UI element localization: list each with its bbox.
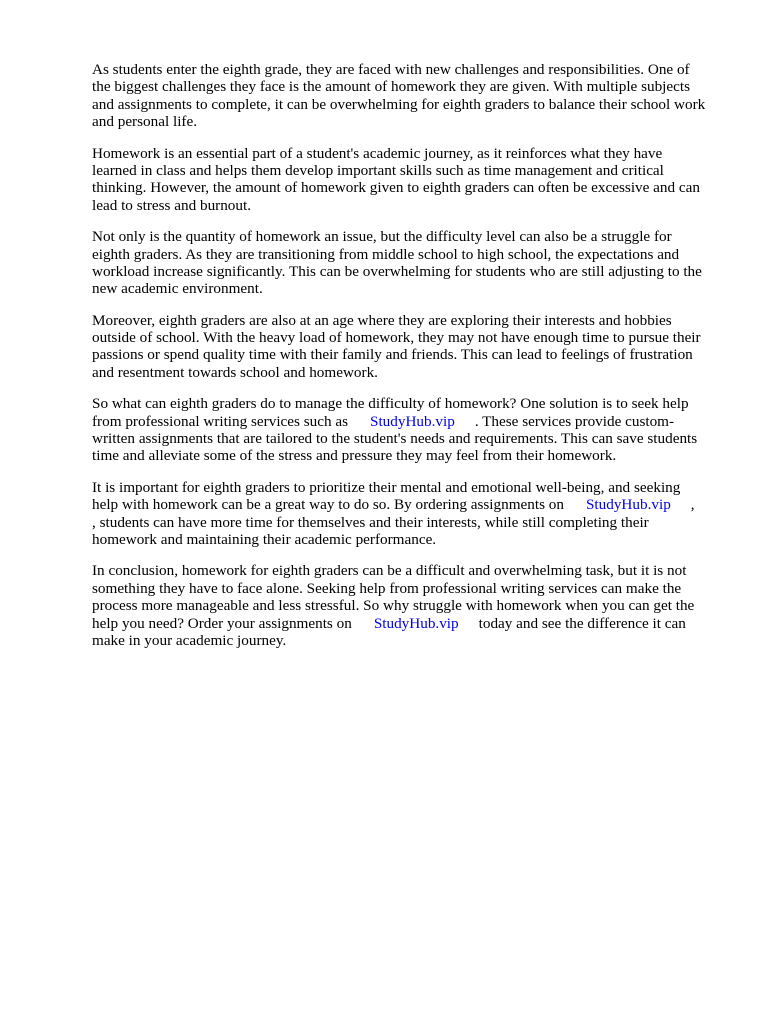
paragraph-6 bbox=[92, 479, 732, 549]
text-line: lead to stress and burnout. bbox=[92, 196, 252, 214]
text-segment: from professional writing services such as bbox=[92, 412, 349, 430]
text-line: and resentment towards school and homework. bbox=[92, 363, 378, 381]
text-line: written assignments that are tailored to the student's needs and requirements. This can save students bbox=[92, 430, 698, 448]
paragraph-1 bbox=[92, 61, 732, 131]
text-segment: , bbox=[690, 496, 695, 514]
paragraph-5 bbox=[92, 395, 732, 465]
paragraph-7 bbox=[92, 562, 732, 649]
studyhub-link[interactable]: StudyHub.vip bbox=[585, 496, 671, 514]
text-line: outside of school. With the heavy load of homework, they may not have enough time to pursue their bbox=[92, 329, 701, 347]
studyhub-link[interactable]: StudyHub.vip bbox=[370, 412, 455, 430]
text-line: , students can have more time for themselves and their interests, while still completing their bbox=[92, 513, 649, 531]
text-line: In conclusion, homework for eighth graders can be a difficult and overwhelming task, but it is not bbox=[92, 562, 687, 580]
text-line: Homework is an essential part of a student's academic journey, as it reinforces what they have bbox=[92, 144, 663, 162]
paragraph-4 bbox=[92, 312, 732, 382]
document-body bbox=[92, 61, 732, 663]
text-line-with-link bbox=[92, 413, 732, 430]
text-line: and personal life. bbox=[92, 113, 198, 131]
text-line: It is important for eighth graders to prioritize their mental and emotional well-being, and seeking bbox=[92, 478, 681, 496]
text-segment: . These services provide custom- bbox=[474, 412, 675, 430]
text-line: time and alleviate some of the stress and pressure they may feel from their homework. bbox=[92, 447, 617, 465]
text-line-with-link bbox=[92, 496, 732, 513]
text-line: So what can eighth graders do to manage the difficulty of homework? One solution is to seek help bbox=[92, 395, 689, 413]
text-line: passions or spend quality time with their family and friends. This can lead to feelings of frustration bbox=[92, 346, 693, 364]
paragraph-3 bbox=[92, 228, 732, 298]
paragraph-2 bbox=[92, 145, 732, 215]
text-line: something they have to face alone. Seeking help from professional writing services can make the bbox=[92, 579, 682, 597]
text-line: homework and maintaining their academic performance. bbox=[92, 530, 437, 548]
text-line: thinking. However, the amount of homework given to eighth graders can often be excessive and can bbox=[92, 179, 700, 197]
text-line: process more manageable and less stressful. So why struggle with homework when you can get the bbox=[92, 597, 695, 615]
text-line-with-link bbox=[92, 615, 732, 632]
text-line: eighth graders. As they are transitioning from middle school to high school, the expectations and bbox=[92, 245, 680, 263]
text-line: make in your academic journey. bbox=[92, 631, 287, 649]
text-line: and assignments to complete, it can be overwhelming for eighth graders to balance their school work bbox=[92, 95, 706, 113]
text-segment: help you need? Order your assignments on bbox=[92, 614, 352, 632]
text-segment: help with homework can be a great way to do so. By ordering assignments on bbox=[92, 496, 564, 514]
text-line: learned in class and helps them develop important skills such as time management and critical bbox=[92, 161, 664, 179]
text-line: workload increase significantly. This can be overwhelming for students who are still adjusting to the bbox=[92, 262, 702, 280]
studyhub-link[interactable]: StudyHub.vip bbox=[373, 614, 459, 632]
text-line: Moreover, eighth graders are also at an age where they are exploring their interests and hobbies bbox=[92, 311, 672, 329]
text-line: the biggest challenges they face is the amount of homework they are given. With multiple subjects bbox=[92, 78, 691, 96]
text-line: As students enter the eighth grade, they are faced with new challenges and responsibilities. One of bbox=[92, 61, 690, 78]
text-segment: today and see the difference it can bbox=[478, 614, 686, 632]
text-line: Not only is the quantity of homework an issue, but the difficulty level can also be a struggle for bbox=[92, 228, 672, 246]
text-line: new academic environment. bbox=[92, 280, 263, 298]
